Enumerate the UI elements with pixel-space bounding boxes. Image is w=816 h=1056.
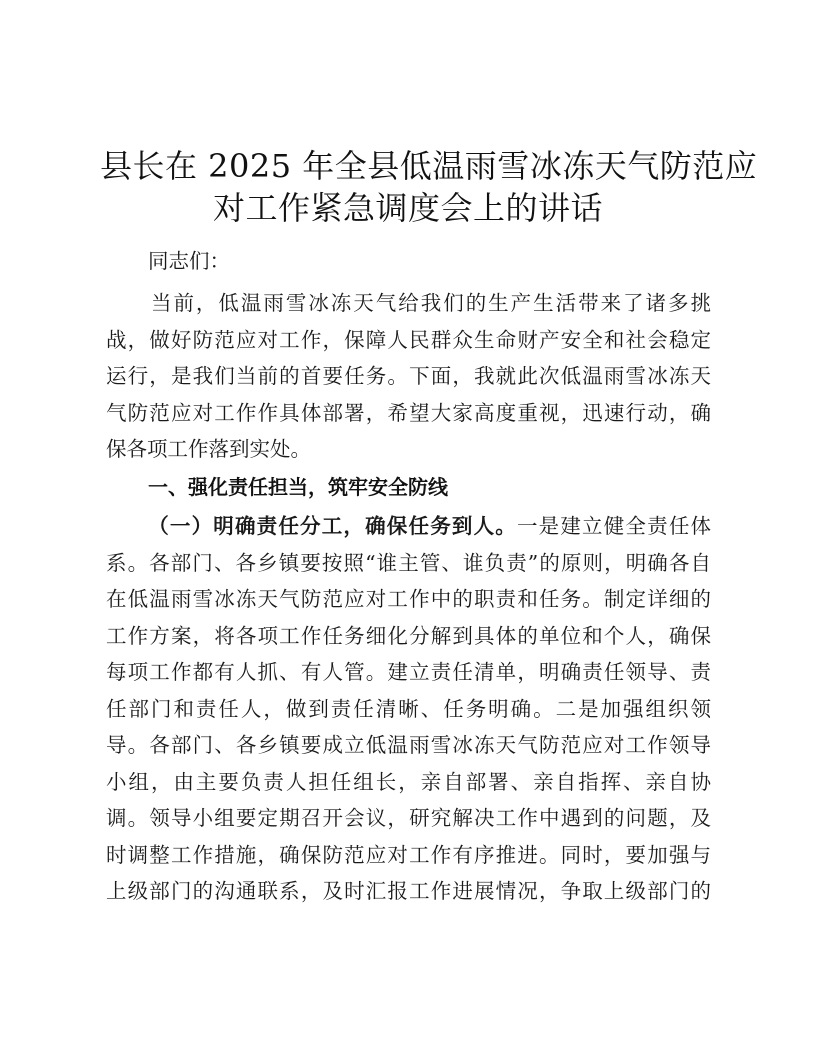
intro-line: 气防范应对工作作具体部署，希望大家高度重视，迅速行动，确 <box>106 400 711 425</box>
section-heading-1: 一、强化责任担当，筑牢安全防线 <box>148 475 448 499</box>
intro-line: 当前，低温雨雪冰冻天气给我们的生产生活带来了诸多挑 <box>106 291 711 315</box>
document-title-line-2: 对工作紧急调度会上的讲话 <box>212 189 603 227</box>
section-1-line: 任部门和责任人，做到责任清晰、任务明确。二是加强组织领 <box>106 696 711 721</box>
intro-line: 保各项工作落到实处。 <box>106 437 311 461</box>
section-1-line: 小组，由主要负责人担任组长，亲自部署、亲自指挥、亲自协 <box>106 769 711 794</box>
section-1-line: 每项工作都有人抓、有人管。建立责任清单，明确责任领导、责 <box>106 660 711 684</box>
section-1-line: 系。各部门、各乡镇要按照“谁主管、谁负责”的原则，明确各自 <box>106 550 711 575</box>
intro-line: 战，做好防范应对工作，保障人民群众生命财产安全和社会稳定 <box>106 327 711 352</box>
section-1-line: 工作方案，将各项工作任务细化分解到具体的单位和个人，确保 <box>106 623 711 648</box>
salutation: 同志们： <box>148 249 230 273</box>
section-1-first-line-text: 一是建立健全责任体 <box>516 514 711 538</box>
section-1-line: 在低温雨雪冰冻天气防范应对工作中的职责和任务。制定详细的 <box>106 587 711 611</box>
section-1-line: 时调整工作措施，确保防范应对工作有序推进。同时，要加强与 <box>106 842 711 867</box>
section-1-line: 调。领导小组要定期召开会议，研究解决工作中遇到的问题，及 <box>106 806 711 830</box>
sub-heading-1: （一）明确责任分工，确保任务到人。 <box>147 514 517 538</box>
section-1-first-line <box>106 508 711 545</box>
section-1-line: 导。各部门、各乡镇要成立低温雨雪冰冻天气防范应对工作领导 <box>106 733 711 757</box>
intro-paragraph <box>106 285 711 468</box>
section-1-line: 上级部门的沟通联系，及时汇报工作进展情况，争取上级部门的 <box>106 879 711 903</box>
section-1-paragraph <box>106 508 711 910</box>
document-title-line-1: 县长在 2025 年全县低温雨雪冰冻天气防范应 <box>100 147 758 185</box>
intro-line: 运行，是我们当前的首要任务。下面，我就此次低温雨雪冰冻天 <box>106 364 711 388</box>
